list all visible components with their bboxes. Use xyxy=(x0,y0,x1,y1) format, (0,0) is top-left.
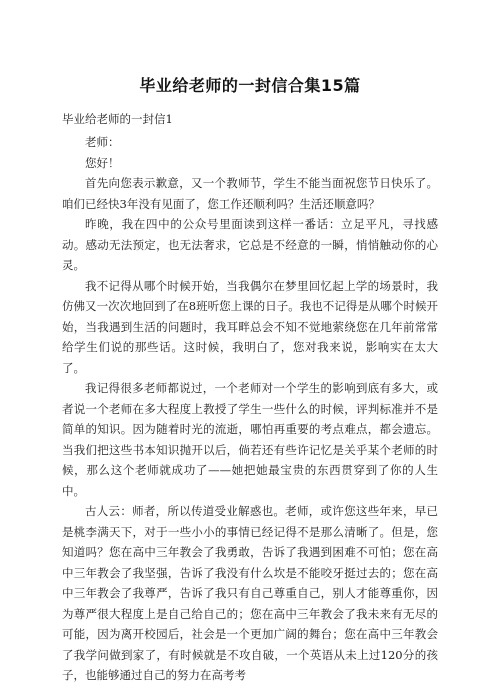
salutation: 老师： xyxy=(85,135,120,149)
document-page xyxy=(0,76,500,682)
paragraph: 我不记得从哪个时候开始，当我偶尔在梦里回忆起上学的场景时，我仿佛又一次次地回到了在8班听您上课的日子。我也不记得是从哪个时候开始，当我遇到生活的问题时，我耳畔总会不知不觉地萦绕您在几年前常常给学生们说的那些话。这时候，我明白了，您对我来说，影响实在太大了。 xyxy=(62,278,438,375)
document-subtitle: 毕业给老师的一封信1 xyxy=(62,112,173,126)
paragraph: 古人云：师者，所以传道受业解惑也。老师，或许您这些年来，早已是桃李满天下，对于一些小小的事情已经记得不是那么清晰了。但是，您知道吗？您在高中三年教会了我勇敢，告诉了我遇到困难不可怕；您在高中三年教会了我坚强，告诉了我没有什么坎是不能咬牙挺过去的；您在高中三年教会了我尊严，告诉了我只有自己尊重自己，别人才能尊重你，因为尊严很大程度上是自己给自己的；您在高中三年教会了我未来有无尽的可能，因为离开校园后，社会是一个更加广阔的舞台；您在高中三年教会了我学问做到家了，有时候就是不攻自破，一个英语从未上过120分的孩子，也能够通过自己的努力在高考考 xyxy=(62,504,438,682)
paragraph: 首先向您表示歉意，又一个教师节，学生不能当面祝您节日快乐了。咱们已经快3年没有见面了，您工作还顺利吗？生活还顺意吗？ xyxy=(62,176,438,211)
document-title: 毕业给老师的一封信合集15篇 xyxy=(139,76,361,95)
greeting: 您好！ xyxy=(85,155,120,170)
paragraph: 昨晚，我在四中的公众号里面读到这样一番话：立足平凡，寻找感动。感动无法预定，也无法奢求，它总是不经意的一瞬，悄悄触动你的心灵。 xyxy=(62,217,438,272)
paragraph: 我记得很多老师都说过，一个老师对一个学生的影响到底有多大，或者说一个老师在多大程度上教授了学生一些什么的时候，评判标准并不是简单的知识。因为随着时光的流逝，哪怕再重要的考点难点，都会遗忘。当我们把这些书本知识抛开以后，倘若还有些许记忆是关乎某个老师的时候，那么这个老师就成功了——她把她最宝贵的东西贯穿到了你的人生中。 xyxy=(62,381,438,498)
